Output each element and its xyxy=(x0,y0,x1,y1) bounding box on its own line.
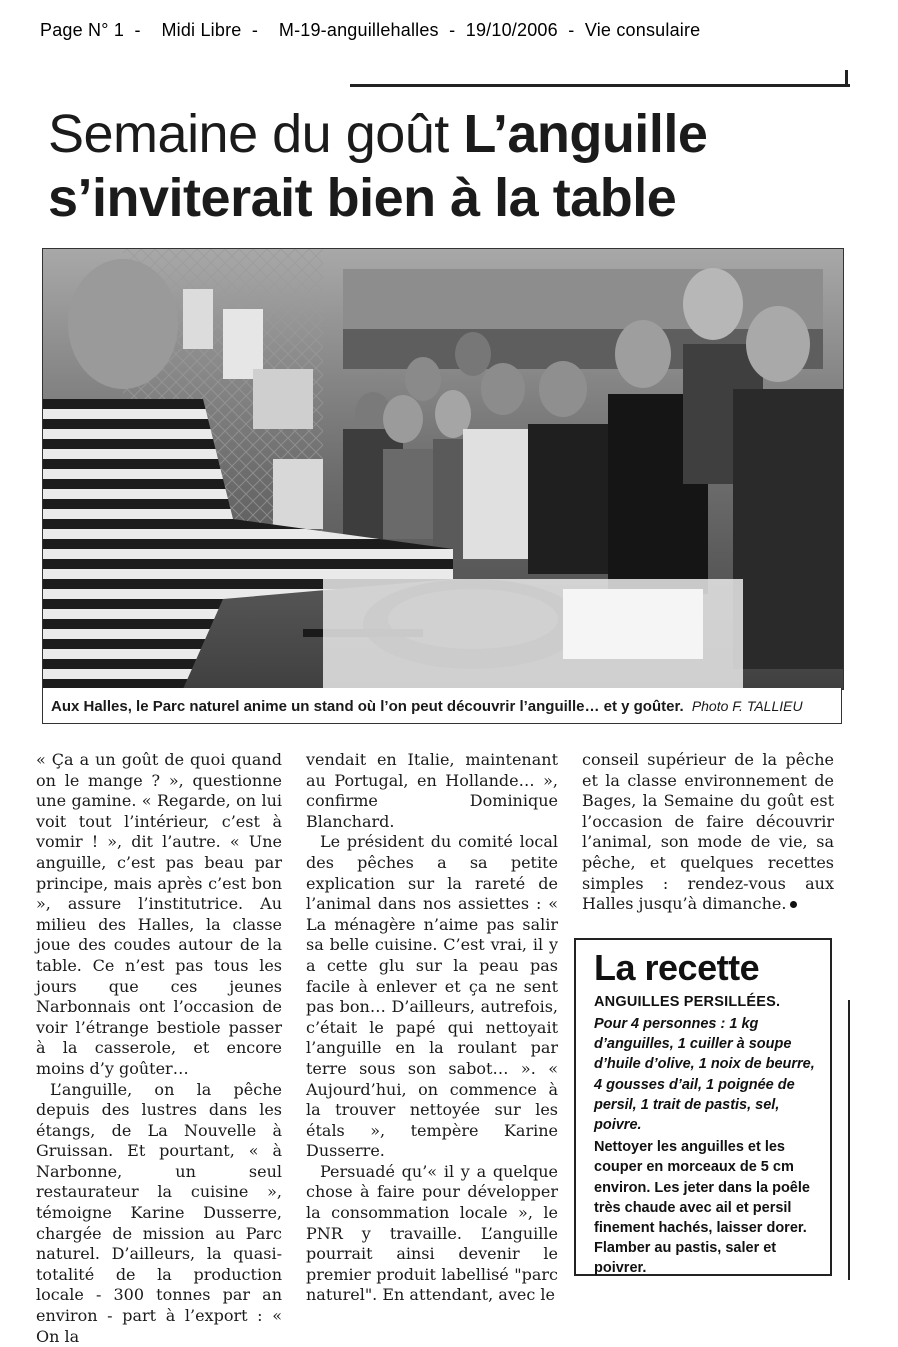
article-paragraph: Le président du comité local des pêches a sa petite explication sur la rareté de l’animal dans nos assiettes : « La ménagère n’aime pas salir sa belle cuisine. C’est vrai, il y a cette glu sur la peau pas facile à enlever et ça ne sent pas bon… D’ailleurs, autrefois, c’était le papé qui nettoyait l’anguille en la roulant par terre sous son sabot… ». « Aujourd’hui, on commence à la trouver nettoyée sur les étals », tempère Karine Dusserre. xyxy=(306,832,558,1162)
document-meta-line: Page N° 1 - Midi Libre - M-19-anguillehalles - 19/10/2006 - Vie consulaire xyxy=(40,20,700,41)
headline-kicker: Semaine du goût xyxy=(48,104,449,164)
article-paragraph: L’anguille, on la pêche depuis des lustres dans les étangs, de La Nouvelle à Gruissan. Et pourtant, « à Narbonne, un seul restaurateur la cuisine », témoigne Karine Dusserre, chargée de mission au Parc naturel. D’ailleurs, la quasi-totalité de la production locale - 300 tonnes par an environ - part à l’export : « On la xyxy=(36,1080,282,1347)
article-paragraph-text: conseil supérieur de la pêche et la classe environnement de Bages, la Semaine du goût est l’occasion de faire découvrir l’animal, son mode de vie, sa pêche, et quelques recettes simples : rendez-vous aux Halles jusqu’à dimanche. xyxy=(582,750,834,913)
photo-caption-text: Aux Halles, le Parc naturel anime un stand où l’on peut découvrir l’anguille… et y goûter. xyxy=(51,698,684,715)
photo-caption xyxy=(42,688,842,724)
article-column-1 xyxy=(36,750,282,1347)
article-column-2 xyxy=(306,750,558,1306)
news-photo-illustration xyxy=(43,249,843,689)
article-paragraph: Persuadé qu’« il y a quelque chose à faire pour développer la consommation locale », le PNR y travaille. L’anguille pourrait ainsi devenir le premier produit labellisé "parc naturel". En attendant, avec le xyxy=(306,1162,558,1306)
headline xyxy=(48,102,868,230)
recipe-subtitle: ANGUILLES PERSILLÉES. xyxy=(594,994,816,1010)
end-of-article-dot xyxy=(790,901,797,908)
photo-credit: Photo F. TALLIEU xyxy=(692,698,803,714)
headline-title-part2: s’inviterait bien à la table xyxy=(48,168,676,228)
article-column-3 xyxy=(582,750,834,915)
recipe-title: La recette xyxy=(594,948,816,988)
article-paragraph: vendait en Italie, maintenant au Portugal, en Hollande… », confirme Dominique Blanchard. xyxy=(306,750,558,832)
news-photo xyxy=(42,248,844,690)
recipe-steps: Nettoyer les anguilles et les couper en morceaux de 5 cm environ. Les jeter dans la poêle très chaude avec ail et persil finement hachés, laisser dorer. Flamber au pastis, saler et poivrer. xyxy=(594,1137,816,1278)
top-rule-cap xyxy=(845,70,848,87)
article-paragraph: « Ça a un goût de quoi quand on le mange ? », questionne une gamine. « Regarde, on lui voit tout l’intérieur, c’est à vomir ! », dit l’autre. « Une anguille, c’est pas beau par principe, mais après c’est bon », assure l’institutrice. Au milieu des Halles, la classe joue des coudes autour de la table. Ce n’est pas tous les jours que ces jeunes Narbonnais ont l’occasion de voir l’étrange bestiole passer à la casserole, et encore moins d’y goûter… xyxy=(36,750,282,1080)
top-rule xyxy=(350,84,850,87)
recipe-ingredients: Pour 4 personnes : 1 kg d’anguilles, 1 cuiller à soupe d’huile d’olive, 1 noix de beurre, 4 gousses d’ail, 1 poignée de persil, 1 trait de pastis, sel, poivre. xyxy=(594,1014,816,1135)
recipe-box xyxy=(574,938,832,1276)
article-paragraph xyxy=(582,750,834,915)
right-column-rule xyxy=(848,1000,850,1280)
headline-title-part1: L’anguille xyxy=(463,104,707,164)
